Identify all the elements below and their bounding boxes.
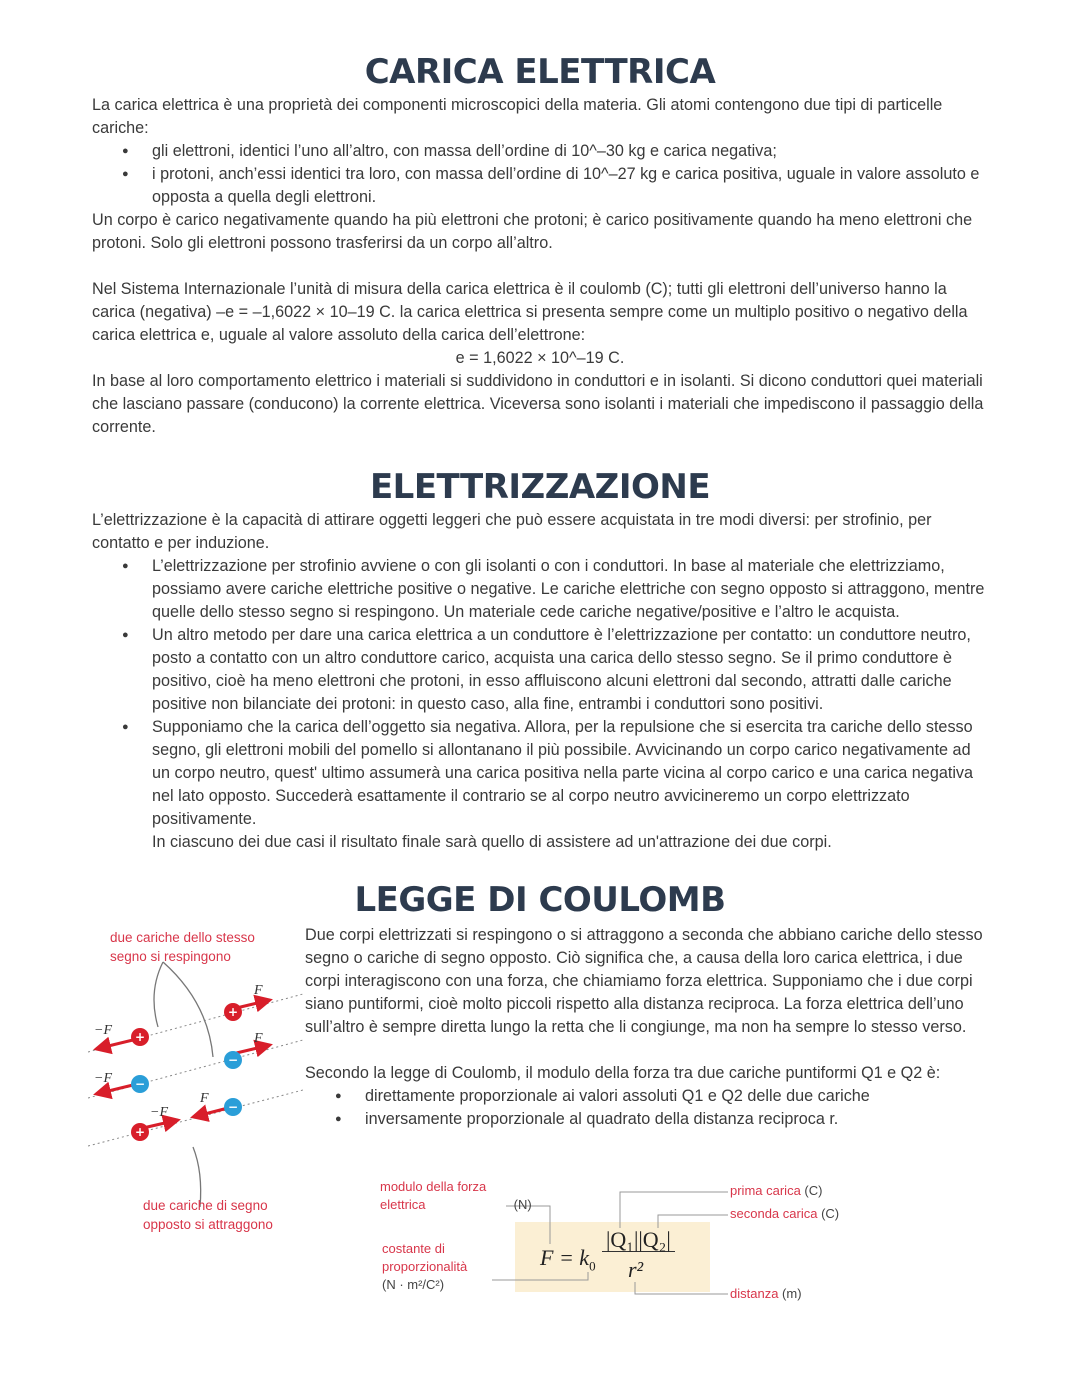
charges-diagram bbox=[88, 922, 303, 1242]
minus-charge bbox=[131, 1051, 242, 1116]
paragraph: Due corpi elettrizzati si respingono o si attraggono a seconda che abbiano cariche dello stesso segno o cariche di segno opposto. Ciò significa che, a causa della loro carica elettrica, i due corpi interagiscono con una forza, che chiamiamo forza elettrica. Supponiamo che i due corpi siano puntiformi, cioè molto piccoli rispetto alla distanza reciproca. La forza elettrica dell’uno sull’altro è sempre diretta lungo la retta che li congiunge, ma non ha sempre lo stesso verso. bbox=[305, 926, 983, 1036]
paragraph: L’elettrizzazione è la capacità di attirare oggetti leggeri che può essere acquistata in tre modi diversi: per strofinio, per contatto e per induzione. bbox=[92, 511, 932, 552]
paragraph: In ciascuno dei due casi il risultato finale sarà quello di assistere ad un'attrazione dei due corpi. bbox=[152, 833, 832, 851]
paragraph: In base al loro comportamento elettrico i materiali si suddividono in conduttori e in isolanti. Si dicono conduttori quei materiali che lasciano passare (conducono) la corrente elettrica. Viceversa sono isolanti i materiali che impediscono il passaggio della corrente. bbox=[92, 372, 984, 436]
bullet-list bbox=[92, 140, 988, 209]
document-page bbox=[92, 0, 988, 1352]
formula-q2: |Q₂| bbox=[638, 1227, 671, 1252]
minus-sign: − bbox=[134, 1077, 146, 1091]
section-title-carica: CARICA ELETTRICA bbox=[364, 52, 716, 92]
paragraph: La carica elettrica è una proprietà dei componenti microscopici della materia. Gli atomi contengono due tipi di particelle cariche: bbox=[92, 96, 943, 137]
formula-denominator: r² bbox=[628, 1257, 644, 1282]
label-distance: distanza (m) bbox=[730, 1286, 802, 1301]
paragraph: Nel Sistema Internazionale l’unità di misura della carica elettrica è il coulomb (C); tutti gli elettroni dell’universo hanno la carica (negativa) –e = –1,6022 × 10–19 C. la carica elettrica si presenta sempre come un multiplo positivo o negativo della carica elettrica e, uguale al valore assoluto della carica dell’elettrone: bbox=[92, 280, 968, 344]
plus-sign: + bbox=[227, 1005, 239, 1019]
coulomb-text bbox=[305, 924, 995, 1131]
list-item: ● Un altro metodo per dare una carica elettrica a un conduttore è l’elettrizzazione per contatto: un conduttore neutro, posto a contatto con un altro conduttore carico, acquista una carica dello stesso segno. Se il primo conduttore è positivo, cioè ha meno elettroni che protoni, in esso affluiscono alcuni elettroni dal secondo, attratti dalle cariche positive non bilanciate dei protoni: in questo caso, alla fine, entrambi i conduttori sono positivi. bbox=[152, 624, 988, 716]
list-item: ● inversamente proporzionale al quadrato della distanza reciproca r. bbox=[365, 1108, 995, 1131]
list-item: ● gli elettroni, identici l’uno all’altro, con massa dell’ordine di 10^–30 kg e carica negativa; bbox=[152, 140, 988, 163]
bullet-list bbox=[92, 555, 988, 831]
list-item: ● Supponiamo che la carica dell’oggetto sia negativa. Allora, per la repulsione che si esercita tra cariche dello stesso segno, gli elettroni mobili del pomello si allontanano il più possibile. Avvicinando un corpo carico negativamente ad un corpo neutro, quest' ultimo assumerà una carica positiva nella parte vicina al corpo carico e una carica negativa nel lato opposto. Succederà esattamente il contrario se al corpo neutro avvicineremo un corpo elettrizzato positivamente. bbox=[152, 716, 988, 831]
label-constant: costante di proporzionalità (N · m²/C²) bbox=[382, 1241, 468, 1292]
label-force-modulus: modulo della forza elettrica (N) bbox=[380, 1179, 532, 1212]
neg-force-label: −F bbox=[150, 1105, 168, 1120]
label-second-charge: seconda carica (C) bbox=[730, 1206, 840, 1221]
list-item: ● i protoni, anch’essi identici tra loro, con massa dell’ordine di 10^–27 kg e carica positiva, uguale in valore assoluto e opposta a quella degli elettroni. bbox=[152, 163, 988, 209]
force-label: F bbox=[254, 1031, 263, 1046]
list-item: ● direttamente proporzionale ai valori assoluti Q1 e Q2 delle due cariche bbox=[365, 1085, 995, 1108]
bullet-list bbox=[305, 1085, 995, 1131]
force-label: F bbox=[254, 983, 263, 998]
coulomb-section bbox=[92, 922, 988, 1352]
paragraph: Secondo la legge di Coulomb, il modulo della forza tra due cariche puntiformi Q1 e Q2 è: bbox=[305, 1064, 941, 1082]
formula-lhs: F = k bbox=[540, 1245, 590, 1270]
coulomb-formula bbox=[370, 1179, 870, 1314]
neg-force-label: −F bbox=[94, 1023, 112, 1038]
label-same-sign: due cariche dello stesso segno si respingono bbox=[110, 930, 255, 964]
force-label: F bbox=[200, 1091, 209, 1106]
arrow-pointer bbox=[154, 962, 163, 1027]
charges-illustration bbox=[88, 922, 303, 1242]
plus-sign: + bbox=[134, 1030, 146, 1044]
minus-sign: − bbox=[227, 1100, 239, 1114]
section-title-elettrizzazione: ELETTRIZZAZIONE bbox=[369, 467, 711, 507]
label-first-charge: prima carica (C) bbox=[730, 1183, 823, 1198]
label-opposite-sign: due cariche di segno opposto si attraggono bbox=[143, 1198, 273, 1232]
plus-sign: + bbox=[134, 1125, 146, 1139]
section-title-coulomb: LEGGE DI COULOMB bbox=[354, 880, 726, 920]
formula-q1: |Q₁| bbox=[606, 1227, 639, 1252]
formula-k-subscript: 0 bbox=[589, 1258, 596, 1274]
neg-force-label: −F bbox=[94, 1071, 112, 1086]
list-item: ● L’elettrizzazione per strofinio avviene o con gli isolanti o con i conduttori. In base al materiale che elettrizziamo, possiamo avere cariche elettriche positive o negative. Le cariche elettriche con segno opposto si attraggono, mentre quelle dello stesso segno si respingono. Un materiale cede cariche negative/positive e l’altro le acquista. bbox=[152, 555, 988, 624]
minus-sign: − bbox=[227, 1053, 239, 1067]
equation: e = 1,6022 × 10^–19 C. bbox=[455, 349, 625, 367]
paragraph: Un corpo è carico negativamente quando ha più elettroni che protoni; è carico positivamente quando ha meno elettroni che protoni. Solo gli elettroni possono trasferirsi da un corpo all’altro. bbox=[92, 211, 973, 252]
